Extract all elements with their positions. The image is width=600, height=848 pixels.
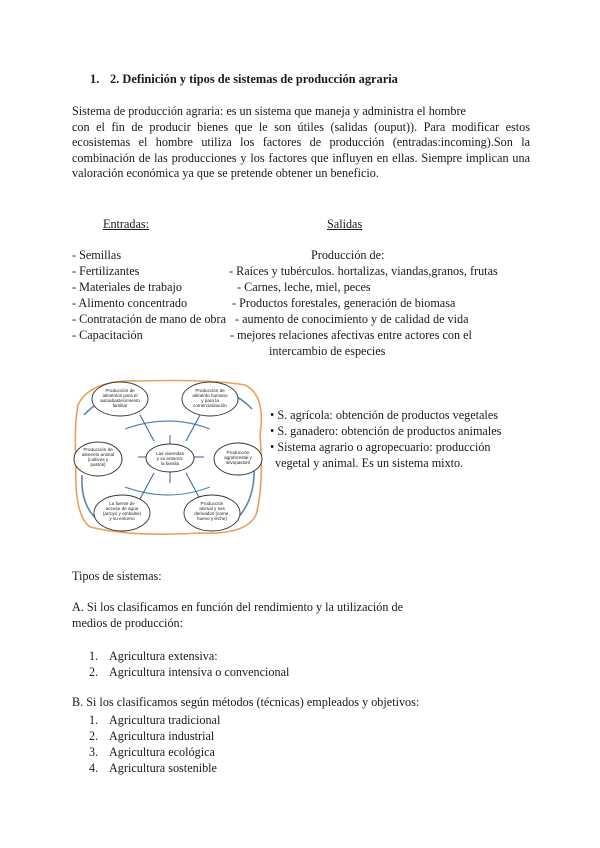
list-text: Agricultura industrial — [109, 729, 215, 743]
list-item — [89, 728, 220, 744]
tipos-a-line: A. Si los clasificamos en función del rendimiento y la utilización de — [72, 600, 404, 614]
diagram-node-text: huevo y leche) — [197, 516, 227, 521]
list-number: 1. — [89, 713, 99, 727]
diagram-node-text: (cultivos y — [87, 457, 109, 462]
intro-line: valoración económica ya que se pretende obtener un beneficio. — [72, 166, 379, 180]
diagram-node-text: Las viviendas — [156, 451, 184, 456]
diagram-node-text: autoabastecimiento — [100, 398, 140, 403]
list-number: 3. — [89, 745, 99, 759]
salida-item: - Raíces y tubérculos. hortalizas, viandas,granos, frutas — [229, 264, 498, 278]
tipos-b-list — [89, 712, 220, 776]
diagram-node-text: acceso de agua — [105, 506, 139, 511]
diagram-node-text: pastos) — [90, 462, 106, 467]
list-text: Agricultura sostenible — [109, 761, 217, 775]
diagram-node-text: y para la — [201, 398, 219, 403]
list-text: Agricultura tradicional — [109, 713, 221, 727]
diagram-node-text: Producción — [200, 501, 224, 506]
list-item — [89, 664, 289, 680]
salida-item: - mejores relaciones afectivas entre actores con el — [230, 328, 472, 342]
salidas-intro: Producción de: — [311, 248, 385, 262]
entrada-item: - Semillas — [72, 248, 122, 262]
bullet-item-continuation: vegetal y animal. Es un sistema mixto. — [275, 456, 464, 470]
list-number: 2. — [89, 729, 99, 743]
diagram-node-text: Producción de — [195, 388, 225, 393]
diagram-node-text: La fuente de — [109, 501, 135, 506]
diagram-node-text: agroforestal y — [224, 455, 252, 460]
entrada-item: - Capacitación — [72, 328, 143, 342]
list-item — [89, 744, 220, 760]
entrada-item: - Materiales de trabajo — [72, 280, 182, 294]
bullet-item: • S. ganadero: obtención de productos animales — [270, 424, 502, 438]
intro-paragraph — [72, 104, 530, 182]
entrada-item: - Contratación de mano de obra — [72, 312, 226, 326]
farm-system-diagram — [70, 375, 266, 538]
diagram-node-text: la familia — [160, 461, 180, 466]
entradas-header: Entradas: — [103, 217, 150, 231]
heading-title: 2. Definición y tipos de sistemas de producción agraria — [110, 72, 398, 86]
diagram-node-text: familiar — [112, 403, 128, 408]
salida-item: - Productos forestales, generación de biomasa — [232, 296, 456, 310]
entrada-item: - Fertilizantes — [72, 264, 140, 278]
intro-line: Sistema de producción agraria: es un sistema que maneja y administra el hombre — [72, 104, 466, 118]
tipos-a-line: medios de producción: — [72, 616, 184, 630]
diagram-node-text: comercialización — [193, 403, 227, 408]
bullet-item: • S. agrícola: obtención de productos vegetales — [270, 408, 498, 422]
salida-item: - aumento de conocimiento y de calidad de vida — [235, 312, 469, 326]
diagram-node-text: derivados (carne, — [194, 511, 230, 516]
diagram-node-text: y su entorno — [109, 516, 135, 521]
system-types-bullets — [270, 407, 501, 471]
diagram-node-text: Producción de — [83, 447, 113, 452]
list-item — [89, 760, 220, 776]
diagram-node-text: Producción de — [105, 388, 135, 393]
list-number: 4. — [89, 761, 99, 775]
salidas-header: Salidas — [327, 217, 363, 231]
intro-line: combinación de las producciones y los factores que influyen en ellas. Siempre implican una — [72, 150, 530, 165]
diagram-node-text: alimento humano — [192, 393, 228, 398]
list-item — [89, 712, 220, 728]
diagram-node-text: Producción — [226, 450, 250, 455]
diagram-node-text: alimento animal — [81, 452, 115, 457]
tipos-b-line: B. Si los clasificamos según métodos (técnicas) empleados y objetivos: — [72, 695, 420, 709]
list-item — [89, 648, 289, 664]
list-text: Agricultura ecológica — [109, 745, 215, 759]
list-text: Agricultura extensiva: — [109, 649, 218, 663]
tipos-title: Tipos de sistemas: — [72, 569, 162, 583]
entrada-item: - Alimento concentrado — [72, 296, 188, 310]
intro-line: ecosistemas el hombre utiliza los factores de producción (entradas:incoming).Son la — [72, 135, 530, 149]
section-heading — [90, 72, 398, 87]
diagram-node-text: y su entorno: — [156, 456, 184, 461]
salida-continuation: intercambio de especies — [269, 344, 386, 358]
bullet-item: • Sistema agrario o agropecuario: producción — [270, 440, 491, 454]
diagram-node-text: silvopastoril — [226, 460, 250, 465]
diagram-node-text: alimentos para el — [102, 393, 138, 398]
list-text: Agricultura intensiva o convencional — [109, 665, 290, 679]
list-number: 1. — [89, 649, 99, 663]
tipos-a-list — [89, 648, 289, 680]
heading-number: 1. — [90, 72, 100, 86]
intro-line: con el fin de producir bienes que le son útiles (salidas (ouput)). Para modificar estos — [72, 119, 530, 134]
salida-item: - Carnes, leche, miel, peces — [237, 280, 371, 294]
diagram-node-text: animal y sus — [199, 506, 225, 511]
diagram-node-text: (arroyo y embalse) — [102, 511, 142, 516]
list-number: 2. — [89, 665, 99, 679]
